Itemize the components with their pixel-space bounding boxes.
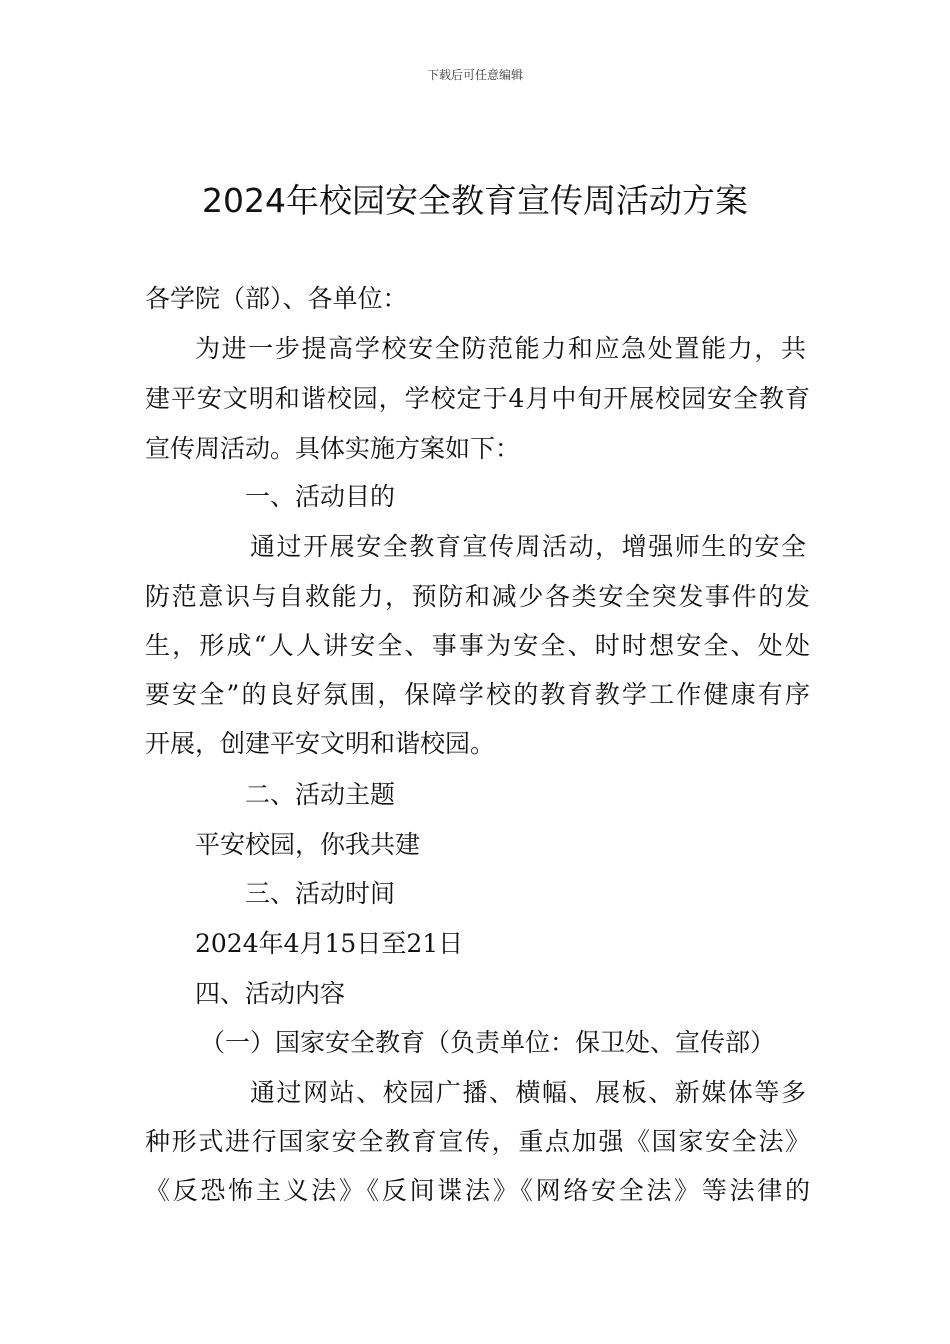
header-note: 下载后可任意编辑 bbox=[426, 68, 523, 82]
purpose-paragraph-line-2: 防范意识与自救能力，预防和减少各类安全突发事件的发 bbox=[145, 582, 810, 611]
purpose-paragraph-line-1: 通过开展安全教育宣传周活动，增强师生的安全 bbox=[250, 532, 806, 561]
salutation-line: 各学院（部）、各单位： bbox=[145, 284, 408, 313]
theme-text: 平安校园，你我共建 bbox=[195, 830, 421, 859]
time-text: 2024年4月15日至21日 bbox=[195, 929, 464, 958]
content-paragraph-line-1: 通过网站、校园广播、横幅、展板、新媒体等多 bbox=[250, 1078, 806, 1107]
section-heading-theme: 二、活动主题 bbox=[245, 780, 396, 809]
purpose-paragraph-line-4: 要安全”的良好氛围，保障学校的教育教学工作健康有序 bbox=[145, 680, 810, 709]
intro-paragraph-line-1: 为进一步提高学校安全防范能力和应急处置能力，共 bbox=[195, 334, 806, 363]
intro-paragraph-line-2: 建平安文明和谐校园，学校定于4月中旬开展校园安全教育 bbox=[145, 384, 810, 413]
section-heading-purpose: 一、活动目的 bbox=[245, 482, 396, 511]
intro-paragraph-line-3: 宣传周活动。具体实施方案如下： bbox=[145, 434, 521, 463]
purpose-paragraph-line-5: 开展，创建平安文明和谐校园。 bbox=[145, 729, 496, 758]
document-title: 2024年校园安全教育宣传周活动方案 bbox=[202, 181, 748, 220]
content-paragraph-line-2: 种形式进行国家安全教育宣传，重点加强《国家安全法》 bbox=[145, 1127, 810, 1156]
section-heading-time: 三、活动时间 bbox=[245, 879, 396, 908]
section-heading-content: 四、活动内容 bbox=[195, 979, 346, 1008]
content-paragraph-line-3: 《反恐怖主义法》《反间谍法》《网络安全法》等法律的 bbox=[145, 1176, 810, 1205]
purpose-paragraph-line-3: 生，形成“人人讲安全、事事为安全、时时想安全、处处 bbox=[145, 631, 810, 660]
subsection-heading-national-security: （一）国家安全教育（负责单位：保卫处、宣传部） bbox=[200, 1028, 776, 1057]
